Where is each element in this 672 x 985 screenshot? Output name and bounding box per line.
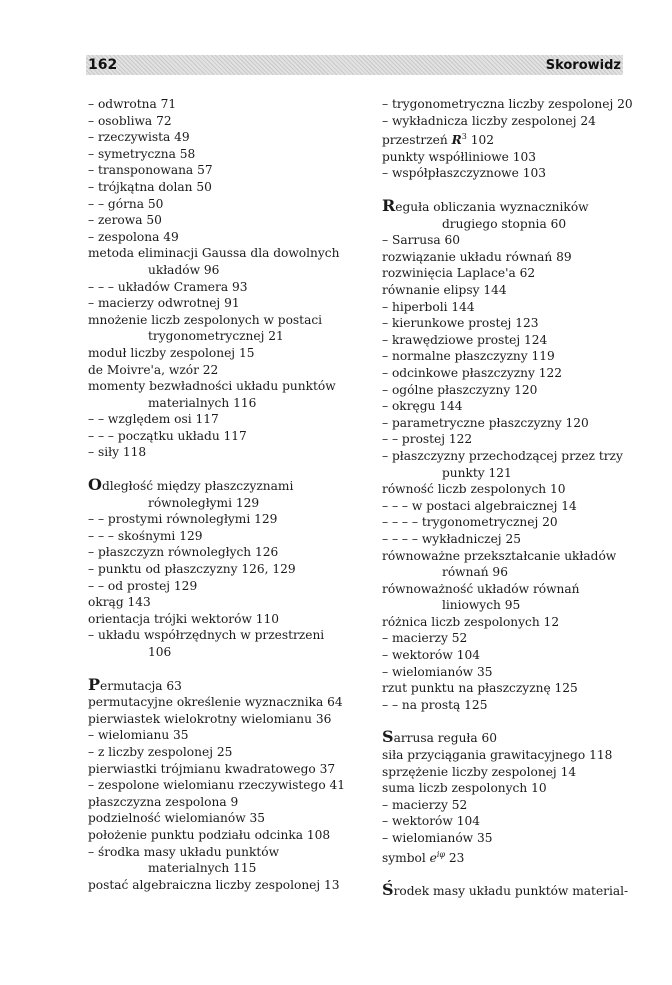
section-gap (382, 182, 634, 198)
index-entry (382, 415, 634, 432)
index-entry (88, 312, 340, 345)
section-initial: R (382, 196, 396, 216)
entry-text: – macierzy odwrotnej 91 (88, 296, 240, 311)
entry-text: – siły 118 (88, 445, 147, 460)
index-entry (382, 614, 634, 631)
entry-text: okrąg 143 (88, 595, 151, 610)
section-initial: P (88, 674, 101, 694)
index-entry (88, 295, 340, 312)
index-entry (88, 528, 340, 545)
entry-text: sprzężenie liczby zespolonej 14 (382, 764, 577, 779)
index-entry (88, 146, 340, 163)
entry-text: – transponowana 57 (88, 163, 213, 178)
index-entry (88, 744, 340, 761)
index-entry (88, 345, 340, 362)
index-entry (382, 847, 634, 867)
entry-text: – – prostej 122 (382, 432, 473, 447)
index-entry (382, 448, 634, 481)
index-entry (88, 428, 340, 445)
index-entry (88, 96, 340, 113)
entry-text: położenie punktu podziału odcinka 108 (88, 827, 331, 842)
index-entry (88, 627, 340, 660)
index-entry (382, 531, 634, 548)
entry-text: permutacyjne określenie wyznacznika 64 (88, 695, 343, 710)
index-entry (382, 747, 634, 764)
entry-text: momenty bezwładności układu punktów materialnych 116 (88, 379, 336, 410)
index-entry (382, 149, 634, 166)
index-entry (88, 674, 340, 695)
index-entry (382, 332, 634, 349)
index-entry (382, 813, 634, 830)
index-entry (382, 764, 634, 781)
index-entry (382, 198, 634, 232)
index-entry (88, 279, 340, 296)
entry-text: siła przyciągania grawitacyjnego 118 (382, 748, 613, 763)
index-entry (88, 511, 340, 528)
index-entry (382, 780, 634, 797)
exponent: 3 (461, 132, 467, 142)
entry-text: płaszczyzna zespolona 9 (88, 794, 239, 809)
exponent: iφ (436, 849, 445, 859)
entry-text: – wielomianów 35 (382, 664, 493, 679)
index-entry (88, 794, 340, 811)
euler-e-symbol: e (429, 850, 437, 865)
entry-page-ref: 23 (445, 850, 465, 865)
entry-text: – – od prostej 129 (88, 578, 198, 593)
entry-text: – zespolona 49 (88, 229, 179, 244)
entry-text: mnożenie liczb zespolonych w postaci trygonometrycznej 21 (88, 312, 323, 344)
entry-text: arrusa reguła 60 (393, 731, 498, 746)
entry-text: – ogólne płaszczyzny 120 (382, 382, 538, 397)
entry-text: – hiperboli 144 (382, 299, 475, 314)
index-entry (382, 729, 634, 747)
entry-text: równoważność układów równań liniowych 95 (382, 581, 580, 613)
entry-text: – – – skośnymi 129 (88, 528, 203, 543)
section-initial: O (88, 475, 102, 495)
index-entry (382, 299, 634, 316)
index-entry (88, 694, 343, 711)
entry-text: – współpłaszczyznowe 103 (382, 166, 546, 181)
index-entry (382, 96, 634, 113)
section-gap (382, 866, 634, 882)
section-title: Skorowidz (545, 57, 621, 73)
index-entry (88, 544, 340, 561)
index-column-right (382, 96, 634, 900)
section-gap (88, 661, 340, 677)
entry-text: – zespolone wielomianu rzeczywistego 41 (88, 778, 346, 793)
entry-text: podzielność wielomianów 35 (88, 811, 266, 826)
index-entry (88, 411, 340, 428)
entry-text: – – – w postaci algebraicznej 14 (382, 498, 577, 513)
entry-text: – osobliwa 72 (88, 113, 172, 128)
entry-text: – Sarrusa 60 (382, 233, 460, 248)
entry-text: rodek masy układu punktów material- (393, 884, 629, 899)
entry-text: pierwiastek wielokrotny wielomianu 36 (88, 711, 332, 726)
index-entry (88, 245, 340, 278)
index-column-left (88, 96, 346, 893)
index-entry (88, 362, 340, 379)
entry-text: suma liczb zespolonych 10 (382, 781, 547, 796)
entry-text: równoważne przekształcanie układów równań 96 (382, 548, 617, 580)
index-entry (382, 249, 634, 266)
index-entry (88, 877, 340, 894)
entry-text: równość liczb zespolonych 10 (382, 482, 566, 497)
entry-text: – kierunkowe prostej 123 (382, 316, 539, 331)
entry-text: – odcinkowe płaszczyzny 122 (382, 365, 563, 380)
real-space-symbol: R (451, 133, 462, 148)
index-entry (88, 129, 340, 146)
entry-text: dległość między płaszczyznami równoległymi 129 (101, 479, 294, 510)
entry-text: pierwiastki trójmianu kwadratowego 37 (88, 761, 336, 776)
index-entry (382, 647, 634, 664)
entry-text: punkty współliniowe 103 (382, 149, 536, 164)
index-entry (382, 129, 634, 149)
index-entry (88, 212, 340, 229)
entry-text: postać algebraiczna liczby zespolonej 13 (88, 877, 340, 892)
entry-text: – trygonometryczna liczby zespolonej 20 (382, 97, 633, 111)
index-entry (88, 594, 340, 611)
index-entry (382, 265, 634, 282)
index-entry (382, 514, 634, 531)
section-initial: S (382, 727, 394, 747)
entry-text: – wykładnicza liczby zespolonej 24 (382, 113, 596, 128)
entry-text: – wielomianów 35 (382, 831, 493, 845)
index-entry (88, 827, 340, 844)
index-entry (88, 113, 340, 130)
index-entry (88, 578, 340, 595)
index-entry (382, 113, 634, 130)
entry-text: metoda eliminacji Gaussa dla dowolnych układów 96 (88, 246, 340, 277)
index-entry (88, 611, 340, 628)
entry-text: – krawędziowe prostej 124 (382, 332, 548, 347)
entry-text: – środka masy układu punktów materialnych 115 (88, 844, 280, 876)
entry-text: – z liczby zespolonej 25 (88, 744, 233, 759)
index-entry (88, 711, 340, 728)
index-entry (382, 664, 634, 681)
index-entry (88, 444, 340, 461)
entry-text: – wektorów 104 (382, 648, 480, 663)
entry-text: – macierzy 52 (382, 797, 468, 812)
page-header (86, 55, 623, 75)
section-gap (88, 461, 340, 477)
entry-text: – trójkątna dolan 50 (88, 179, 212, 194)
entry-text: różnica liczb zespolonych 12 (382, 614, 560, 629)
index-entry (382, 348, 634, 365)
index-entry (382, 830, 634, 847)
index-entry (382, 431, 634, 448)
index-entry (88, 777, 346, 794)
entry-text: – – prostymi równoległymi 129 (88, 512, 278, 527)
entry-text: – okręgu 144 (382, 399, 463, 414)
entry-text: – – na prostą 125 (382, 697, 488, 712)
index-entry (382, 797, 634, 814)
entry-text: – płaszczyzny przechodzącej przez trzy punkty 121 (382, 448, 623, 480)
index-entry (382, 548, 634, 581)
entry-text: moduł liczby zespolonej 15 (88, 345, 255, 360)
index-entry (88, 844, 340, 877)
index-entry (88, 229, 340, 246)
entry-text: – macierzy 52 (382, 631, 468, 646)
entry-text: rzut punktu na płaszczyznę 125 (382, 681, 578, 696)
section-initial: Ś (382, 880, 394, 900)
entry-text: – – – początku układu 117 (88, 428, 247, 443)
index-entry (88, 477, 340, 511)
entry-text: – układu współrzędnych w przestrzeni 106 (88, 628, 325, 659)
entry-text: rozwinięcia Laplace'a 62 (382, 266, 536, 281)
entry-text: – normalne płaszczyzny 119 (382, 349, 555, 364)
index-entry (88, 378, 340, 411)
entry-text: – wielomianu 35 (88, 728, 189, 743)
entry-text: – zerowa 50 (88, 213, 162, 228)
index-entry (88, 761, 340, 778)
index-entry (382, 581, 634, 614)
entry-text: ermutacja 63 (100, 678, 182, 693)
index-entry (382, 232, 634, 249)
index-entry (382, 365, 634, 382)
index-entry (382, 282, 634, 299)
entry-text: przestrzeń (382, 133, 452, 148)
entry-page-ref: 102 (466, 133, 494, 148)
entry-text: – symetryczna 58 (88, 146, 196, 161)
index-entry (382, 165, 634, 182)
entry-text: – parametryczne płaszczyzny 120 (382, 415, 589, 430)
entry-text: – wektorów 104 (382, 814, 480, 829)
entry-text: – płaszczyzn równoległych 126 (88, 545, 279, 560)
index-entry (382, 697, 634, 714)
entry-text: – – względem osi 117 (88, 412, 219, 427)
index-entry (382, 498, 634, 515)
entry-text: eguła obliczania wyznaczników drugiego stopnia 60 (395, 200, 589, 231)
index-entry (382, 382, 634, 399)
index-entry (88, 727, 340, 744)
index-entry (382, 315, 634, 332)
index-entry (88, 561, 340, 578)
index-entry (88, 196, 340, 213)
entry-text: – – – – wykładniczej 25 (382, 531, 521, 546)
index-entry (88, 162, 340, 179)
index-entry (382, 630, 634, 647)
index-entry (382, 398, 634, 415)
index-entry (382, 882, 634, 900)
section-gap (382, 713, 634, 729)
entry-text: – rzeczywista 49 (88, 130, 190, 145)
entry-text: orientacja trójki wektorów 110 (88, 611, 280, 626)
entry-text: – odwrotna 71 (88, 97, 177, 111)
index-entry (88, 810, 340, 827)
index-entry (88, 179, 340, 196)
entry-text: równanie elipsy 144 (382, 283, 507, 297)
entry-text: de Moivre'a, wzór 22 (88, 362, 219, 377)
index-entry (382, 481, 634, 498)
entry-text: – punktu od płaszczyzny 126, 129 (88, 562, 296, 577)
entry-text: – – – układów Cramera 93 (88, 279, 248, 294)
index-entry (382, 680, 634, 697)
entry-text: – – – – trygonometrycznej 20 (382, 515, 558, 530)
entry-text: – – górna 50 (88, 196, 164, 211)
entry-text: rozwiązanie układu równań 89 (382, 249, 572, 264)
page-number: 162 (88, 57, 118, 73)
entry-text: symbol (382, 850, 430, 865)
